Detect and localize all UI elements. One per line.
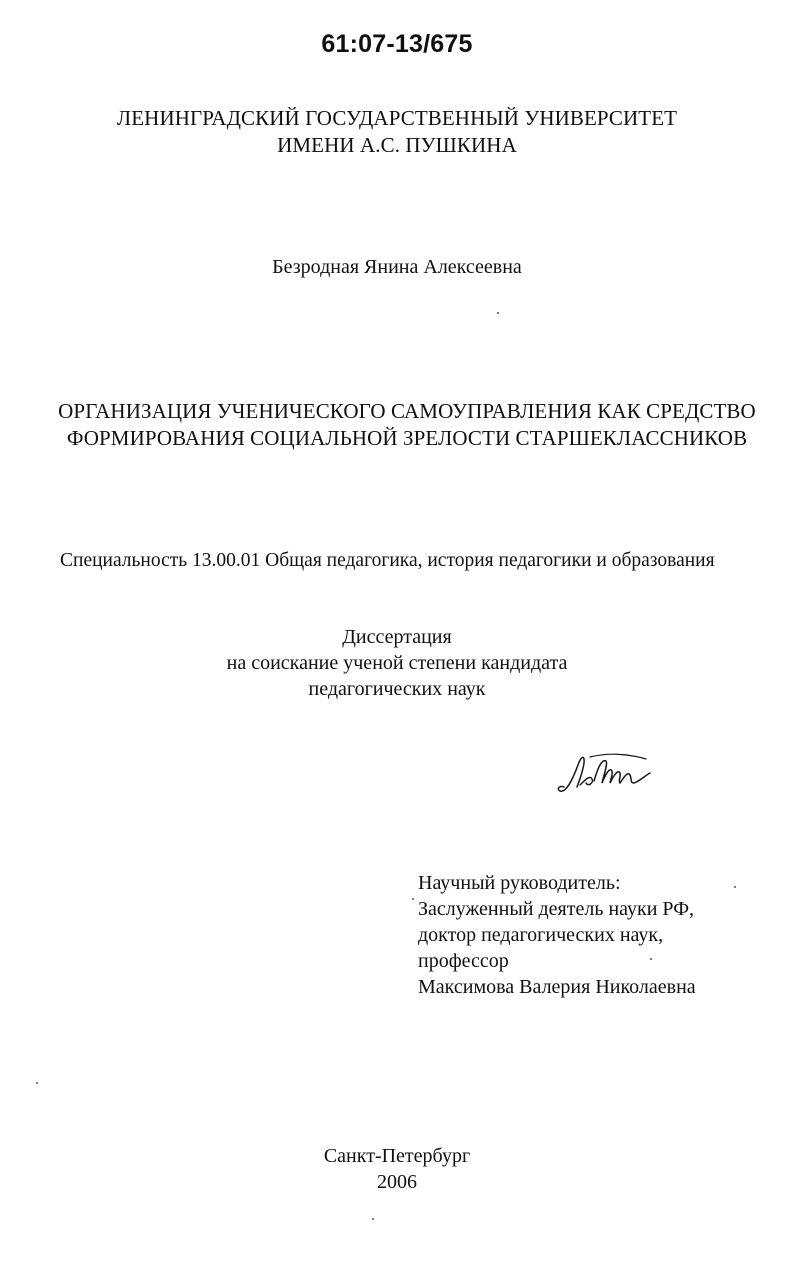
supervisor-name: Максимова Валерия Николаевна: [418, 976, 696, 998]
catalog-number: 61:07-13/675: [321, 30, 473, 58]
scan-speck: [372, 1218, 374, 1220]
author-name: Безродная Янина Алексеевна: [272, 256, 522, 278]
degree-statement: [0, 624, 794, 702]
thesis-title-line-1: ОРГАНИЗАЦИЯ УЧЕНИЧЕСКОГО САМОУПРАВЛЕНИЯ КАК СРЕДСТВО: [58, 399, 756, 423]
footer-city: Санкт-Петербург: [323, 1145, 471, 1167]
scan-speck: [497, 312, 499, 314]
specialty-line: Специальность 13.00.01 Общая педагогика, история педагогики и образования: [60, 550, 715, 571]
supervisor-academic-degree: доктор педагогических наук,: [418, 924, 664, 946]
thesis-title: [40, 398, 774, 452]
scan-speck: [36, 1082, 38, 1084]
degree-line-1: Диссертация: [342, 626, 452, 648]
scan-speck: [734, 886, 736, 888]
handwritten-signature: [550, 745, 670, 795]
supervisor-honorary-title: Заслуженный деятель науки РФ,: [418, 898, 695, 920]
supervisor-label: Научный руководитель:: [418, 872, 621, 894]
supervisor-rank: профессор: [418, 950, 509, 972]
university-line-2: ИМЕНИ А.С. ПУШКИНА: [277, 133, 517, 157]
supervisor-block: [418, 870, 696, 1000]
scan-speck: [412, 898, 414, 900]
university-name: [0, 105, 794, 159]
place-and-year: [0, 1143, 794, 1195]
thesis-title-line-2: ФОРМИРОВАНИЯ СОЦИАЛЬНОЙ ЗРЕЛОСТИ СТАРШЕКЛАССНИКОВ: [66, 426, 748, 450]
footer-year: 2006: [377, 1171, 417, 1193]
degree-line-3: педагогических наук: [308, 678, 486, 700]
university-line-1: ЛЕНИНГРАДСКИЙ ГОСУДАРСТВЕННЫЙ УНИВЕРСИТЕТ: [116, 106, 678, 130]
scan-speck: [650, 958, 652, 960]
degree-line-2: на соискание ученой степени кандидата: [226, 652, 568, 674]
